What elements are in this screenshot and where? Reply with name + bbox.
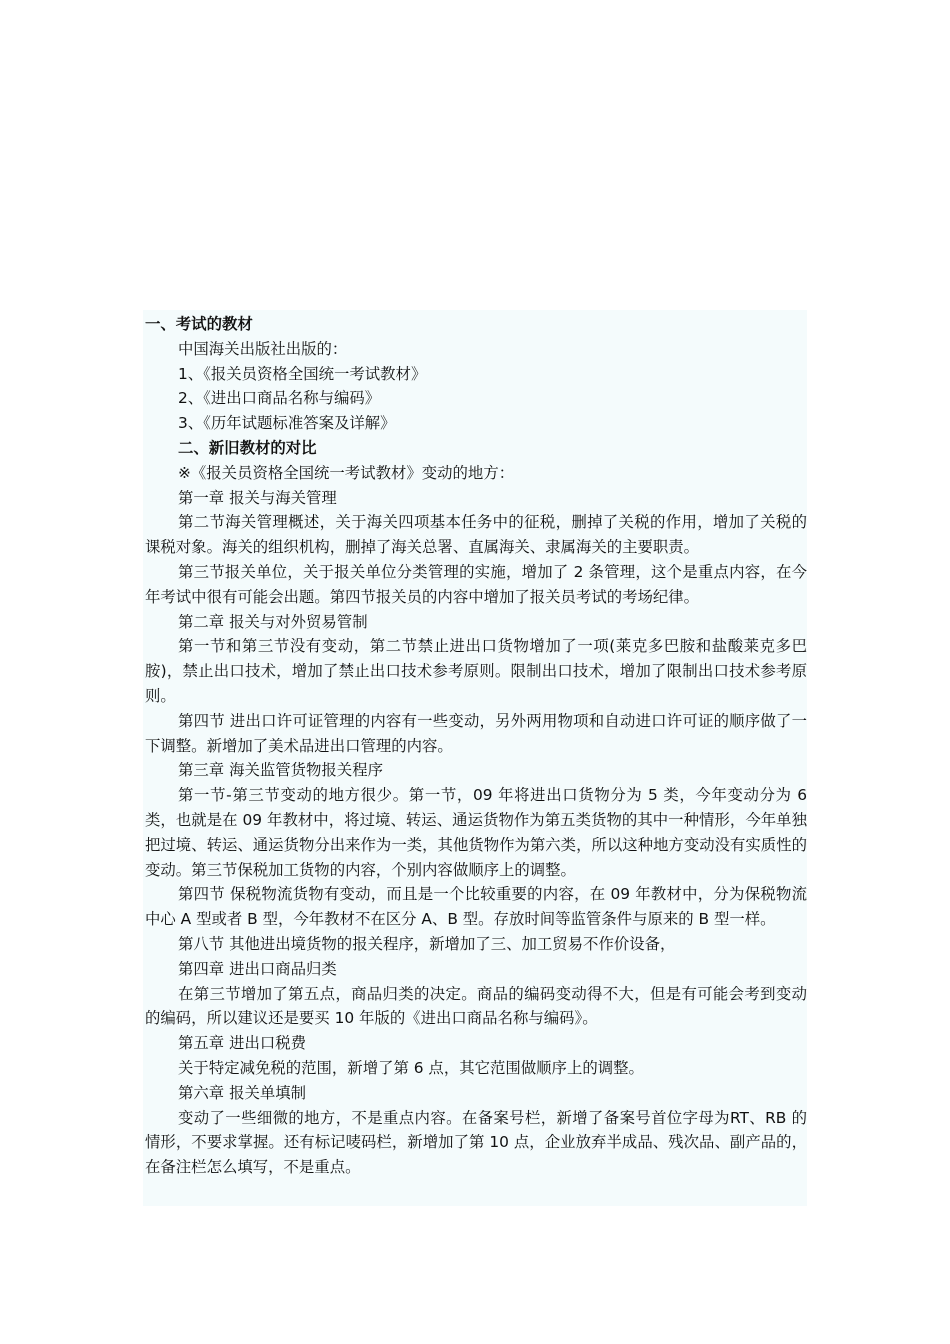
paragraph: 第四节 进出口许可证管理的内容有一些变动，另外两用物项和自动进口许可证的顺序做了一下调整。新增加了美术品进出口管理的内容。: [145, 711, 807, 755]
paragraph: 关于特定减免税的范围，新增了第 6 点，其它范围做顺序上的调整。: [178, 1058, 644, 1077]
paragraph: 中国海关出版社出版的：: [178, 339, 348, 358]
paragraph: ※《报关员资格全国统一考试教材》变动的地方：: [178, 463, 515, 482]
paragraph: 第六章 报关单填制: [178, 1083, 307, 1102]
paragraph: 第一节和第三节没有变动，第二节禁止进出口货物增加了一项(莱克多巴胺和盐酸莱克多巴胺)，禁止出口技术，增加了禁止出口技术参考原则。限制出口技术，增加了限制出口技术参考原则。: [145, 637, 807, 705]
paragraph: 1、《报关员资格全国统一考试教材》: [178, 364, 427, 383]
section-heading: 二、新旧教材的对比: [178, 438, 317, 457]
paragraph: 第八节 其他进出境货物的报关程序，新增加了三、加工贸易不作价设备，: [178, 934, 676, 953]
section-heading: 一、考试的教材: [145, 315, 253, 333]
document-body: [143, 310, 807, 1206]
paragraph: 第四章 进出口商品归类: [178, 959, 337, 978]
paragraph: 3、《历年试题标准答案及详解》: [178, 414, 396, 433]
paragraph: 第五章 进出口税费: [178, 1034, 307, 1053]
paragraph: 变动了一些细微的地方，不是重点内容。在备案号栏，新增了备案号首位字母为RT、RB 的情形，不要求掌握。还有标记唛码栏，新增加了第 10 点，企业放弃半成品、残次品、副产品的，在备注栏怎么填写，不是重点。: [145, 1108, 807, 1177]
paragraph: 2、《进出口商品名称与编码》: [178, 389, 381, 408]
paragraph: 第四节 保税物流货物有变动，而且是一个比较重要的内容，在 09 年教材中，分为保税物流中心 A 型或者 B 型，今年教材不在区分 A、B 型。存放时间等监管条件与原来的 B 型一样。: [145, 885, 807, 929]
paragraph: 在第三节增加了第五点，商品归类的决定。商品的编码变动得不大，但是有可能会考到变动的编码，所以建议还是要买 10 年版的《进出口商品名称与编码》。: [145, 984, 807, 1028]
paragraph: 第三节报关单位，关于报关单位分类管理的实施，增加了 2 条管理，这个是重点内容，在今年考试中很有可能会出题。第四节报关员的内容中增加了报关员考试的考场纪律。: [145, 562, 807, 606]
paragraph: 第一节-第三节变动的地方很少。第一节，09 年将进出口货物分为 5 类，今年变动分为 6 类，也就是在 09 年教材中，将过境、转运、通运货物作为第五类货物的其中一种情形，今年单独把过境、转运、通运货物分出来作为一类，其他货物作为第六类，所以这种地方变动没有实质性的变动。第三节保税加工货物的内容，个别内容做顺序上的调整。: [145, 786, 807, 879]
paragraph: 第二节海关管理概述，关于海关四项基本任务中的征税，删掉了关税的作用，增加了关税的课税对象。海关的组织机构，删掉了海关总署、直属海关、隶属海关的主要职责。: [145, 513, 807, 557]
paragraph: 第二章 报关与对外贸易管制: [178, 612, 368, 631]
paragraph: 第一章 报关与海关管理: [178, 488, 337, 507]
paragraph: 第三章 海关监管货物报关程序: [178, 761, 383, 780]
